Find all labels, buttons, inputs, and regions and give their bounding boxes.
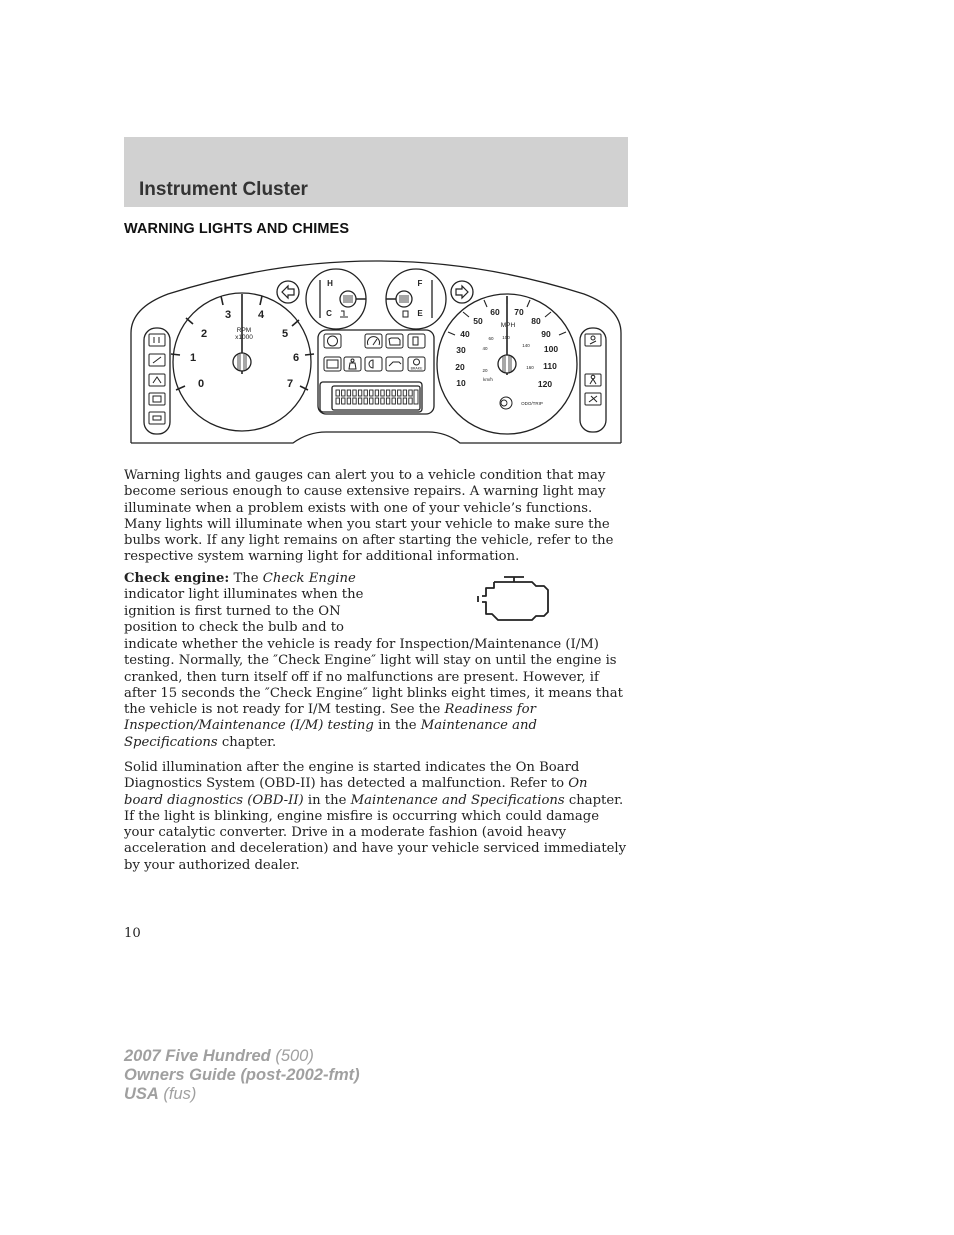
liftgate-icon [149,412,165,424]
odometer-digit-segment [381,390,384,396]
safety-belt-icon [585,374,601,386]
tach-unit-x1000: x1000 [235,334,253,341]
intro-paragraph: Warning lights and gauges can alert you to a vehicle condition that may become serious enough to cause extensive repairs. A warning light may illuminate when a problem exists with one of your vehicle’s functions. Many lights will illuminate when you start your vehicle to make sure the bulbs work. If any light remains on after starting the vehicle, refer to the respective system warning light for additional information. [124,468,614,565]
odometer-digit-segment [398,398,401,404]
tach-unit-rpm: RPM [236,327,252,334]
odometer-display [336,390,418,404]
odometer-large-digit [414,390,418,404]
odometer-digit-segment [375,398,378,404]
battery-charging-icon [324,357,341,371]
odometer-digit-segment [336,390,339,396]
tach-number-0: 0 [197,378,205,390]
fuel-empty-label: E [417,309,423,318]
right-indicator-panel [585,334,601,405]
seat-belt-icon [344,357,361,371]
mph-110: 110 [543,361,557,371]
check-engine-icon [476,574,554,624]
fuel-full-label: F [417,279,423,288]
kmh-140: 140 [522,343,530,348]
mph-60: 60 [490,307,500,317]
check-engine-label: Check engine: [124,571,230,586]
check-engine-paragraph-body: indicate whether the vehicle is ready for Inspection/Maintenance (I/M) testing. Normally, the ″Check Engine″ light will stay on until the engine is cranked, then turn itself off if no malfunctions are present. However, if after 15 seconds the ″Check Engine″ light blinks eight times, it means that the vehicle is not ready for I/M testing. See the Readiness for Inspection/Maintenance (I/M) testing in the Maintenance and Specifications chapter. [124,637,623,750]
tach-number-5: 5 [281,328,289,340]
kmh-label: km/h [483,377,493,382]
oil-pressure-icon [386,357,403,371]
odometer-digit-segment [364,390,367,396]
document-footer: 2007 Five Hundred (500) Owners Guide (post-2002-fmt) USA (fus) [124,1047,360,1103]
odometer-digit-segment [403,390,406,396]
speed-control-icon [365,334,382,348]
tach-number-6: 6 [292,352,300,364]
temp-hot-label: H [327,279,333,288]
coolant-temp-icon [340,311,348,317]
temp-cold-label: C [326,309,332,318]
mph-30: 30 [456,345,466,355]
mph-label: MPH [500,322,516,329]
mph-120: 120 [537,379,553,389]
odometer-digit-segment [347,398,350,404]
odometer-digit-segment [409,390,412,396]
odometer-digit-segment [364,398,367,404]
solid-illumination-paragraph: Solid illumination after the engine is started indicates the On Board Diagnostics System (OBD-II) has detected a malfunction. Refer to On board diagnostics (OBD-II) in the Maintenance and Specifications chapter. If the light is blinking, engine misfire is occurring which could damage your catalytic converter. Drive in a moderate fashion (avoid heavy acceleration and deceleration) and have your vehicle serviced immediately by your authorized dealer. [124,760,627,873]
odometer-digit-segment [342,390,345,396]
mph-40: 40 [460,329,470,339]
odometer-digit-segment [403,398,406,404]
chapter-header-band [124,137,628,207]
odometer-digit-segment [386,390,389,396]
instrument-cluster-illustration [128,250,624,448]
left-indicator-panel [149,334,165,424]
section-heading: WARNING LIGHTS AND CHIMES [124,221,350,237]
mph-100: 100 [543,344,559,354]
mph-90: 90 [541,329,551,339]
odometer-digit-segment [392,390,395,396]
mph-20: 20 [455,362,465,372]
mph-50: 50 [473,316,483,326]
check-engine-paragraph-intro: Check engine: The Check Engine indicator light illuminates when the ignition is first turned to the ON position to check the bulb and to [124,571,364,635]
low-fuel-icon [408,334,425,348]
odometer-digit-segment [358,390,361,396]
headlamp-icon [365,357,382,371]
odometer-digit-segment [370,390,373,396]
brake-icon-label: BRAKE [410,366,423,371]
door-ajar-icon [149,374,165,386]
odometer-digit-segment [358,398,361,404]
kmh-60: 60 [488,336,494,341]
odometer-digit-segment [347,390,350,396]
mph-80: 80 [531,316,541,326]
odometer-digit-segment [375,390,378,396]
mph-10: 10 [456,378,466,388]
tach-number-1: 1 [189,352,197,364]
odometer-digit-segment [386,398,389,404]
tach-number-4: 4 [257,309,265,321]
kmh-160: 160 [526,365,534,370]
odometer-digit-segment [342,398,345,404]
kmh-100: 100 [502,335,510,340]
tach-number-3: 3 [224,309,232,321]
fuel-pump-icon [403,311,408,317]
kmh-20: 20 [482,368,488,373]
abs-warning-icon [324,334,341,348]
odometer-digit-segment [353,398,356,404]
odometer-digit-segment [336,398,339,404]
passenger-airbag-icon [149,334,165,346]
odometer-digit-segment [370,398,373,404]
trunk-ajar-icon [149,393,165,405]
odometer-digit-segment [392,398,395,404]
tach-number-7: 7 [286,378,294,390]
tach-number-2: 2 [200,328,208,340]
odometer-digit-segment [381,398,384,404]
odo-trip-label: ODO/TRIP [521,401,543,406]
kmh-40: 40 [482,346,488,351]
odometer-digit-segment [409,398,412,404]
odometer-digit-segment [353,390,356,396]
odometer-digit-segment [398,390,401,396]
odo-trip-button-icon [500,397,512,409]
mph-70: 70 [514,307,524,317]
chapter-title: Instrument Cluster [139,179,308,200]
page-number: 10 [124,926,141,941]
check-engine-small-icon [386,334,403,348]
